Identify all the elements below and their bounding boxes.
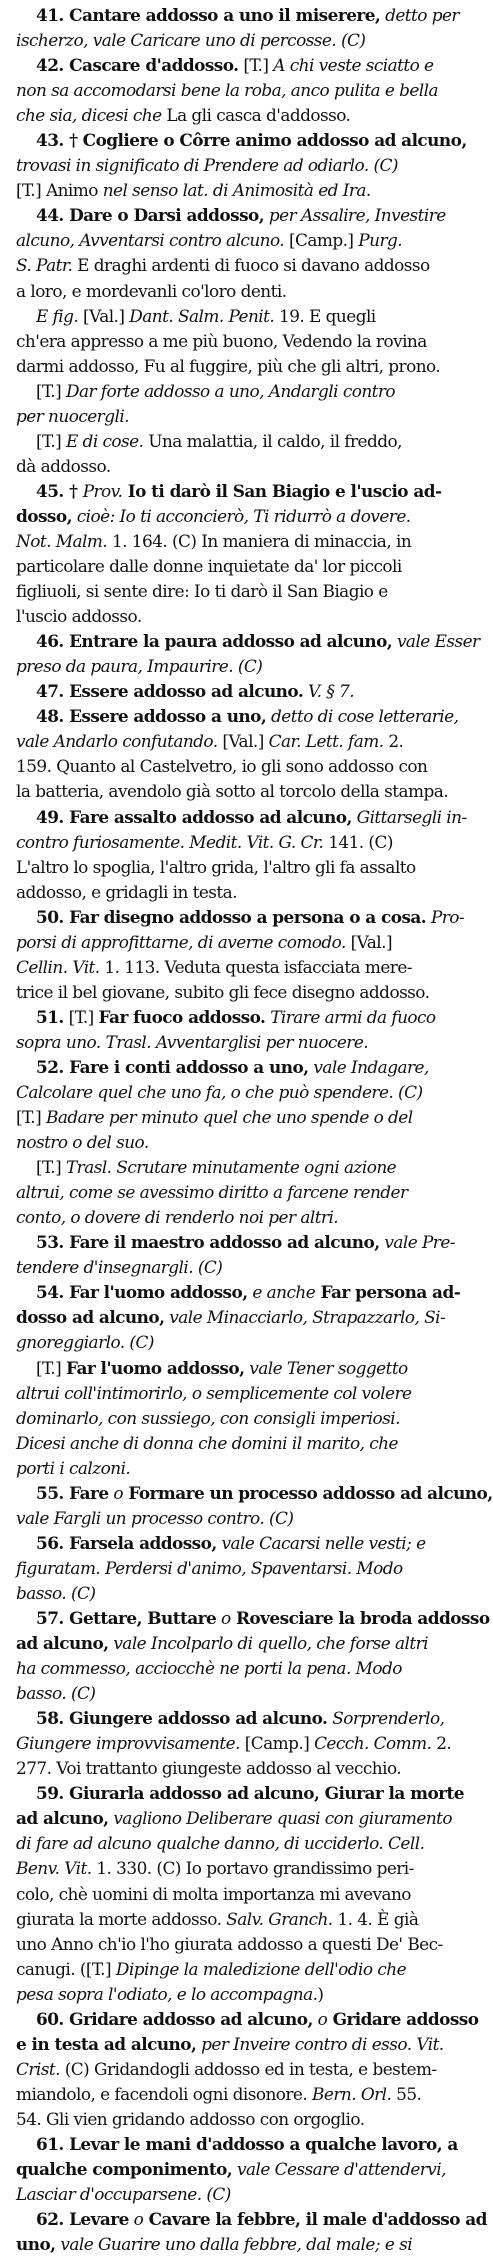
text-line xyxy=(16,554,463,579)
text-line xyxy=(16,1105,463,1130)
body-text: 159. Quanto al Castelvetro, io gli sono addosso con xyxy=(16,756,428,777)
italic-text: non sa accomodarsi bene la roba, anco pulita e bella xyxy=(16,80,439,101)
text-line xyxy=(16,329,463,354)
entry-heading-text: 55. Fare xyxy=(36,1482,109,1503)
entry-heading-text: dosso ad alcuno, xyxy=(16,1307,165,1328)
entry-heading-text: 45. † xyxy=(36,480,83,501)
italic-text: vale Cessare d'attendervi, xyxy=(232,2159,446,2180)
text-line xyxy=(16,579,463,604)
text-line xyxy=(16,1982,463,2007)
text-line xyxy=(16,2057,463,2082)
text-line xyxy=(16,1406,463,1431)
text-line xyxy=(16,880,463,905)
text-line xyxy=(16,2182,463,2207)
italic-text: Sorprenderlo, xyxy=(327,1708,445,1729)
italic-text: vale Esser xyxy=(392,631,480,652)
text-line xyxy=(16,629,480,654)
text-line xyxy=(16,1330,463,1355)
italic-text: basso. (C) xyxy=(16,1582,96,1603)
italic-text: Dar forte addosso a uno, Andargli contro xyxy=(65,380,396,401)
entry-heading-text: Rovesciare la broda addosso xyxy=(230,1608,490,1628)
text-line xyxy=(16,2207,487,2232)
text-line xyxy=(16,1731,463,1756)
text-line xyxy=(16,1155,463,1180)
italic-text: vale Andarlo confutando. xyxy=(16,731,218,752)
entry-heading-text: 56. Farsela addosso, xyxy=(36,1532,217,1553)
italic-text: che sia, dicesi che xyxy=(16,105,162,126)
body-text: 1. 4. È già xyxy=(332,1908,419,1929)
text-line xyxy=(16,454,463,479)
text-line xyxy=(16,2032,463,2057)
text-line xyxy=(16,1756,463,1781)
text-line xyxy=(16,1856,463,1881)
body-text: (C) Gridandogli addosso ed in testa, e bestem- xyxy=(59,2058,437,2079)
text-line xyxy=(16,604,463,629)
body-text: 1. 330. (C) Io portavo grandissimo peri- xyxy=(91,1858,414,1879)
text-line xyxy=(16,203,463,228)
text-line xyxy=(16,504,463,529)
body-text: La gli casca d'addosso. xyxy=(161,105,351,126)
text-line xyxy=(16,2107,463,2132)
italic-text: altrui, come se avessimo diritto a farcene render xyxy=(16,1182,408,1203)
italic-text: vale Indagare, xyxy=(308,1056,429,1077)
italic-text: di fare ad alcuno qualche danno, di ucciderlo. Cell. xyxy=(16,1833,425,1854)
text-line xyxy=(16,1581,463,1606)
body-text: E draghi ardenti di fuoco si davano addosso xyxy=(72,255,430,276)
body-text: a loro, e mordevanli co'loro denti. xyxy=(16,280,287,301)
text-line xyxy=(16,905,463,930)
italic-text: Giungere improvvisamente. xyxy=(16,1733,240,1754)
text-line xyxy=(16,2157,463,2182)
text-line xyxy=(16,2232,463,2257)
italic-text: Crist. xyxy=(16,2058,60,2079)
italic-text: vale Fargli un processo contro. (C) xyxy=(16,1507,294,1528)
body-text: miandolo, e facendoli ogni disonore. xyxy=(16,2083,313,2104)
entry-heading-text: 57. Gettare, Buttare xyxy=(36,1608,217,1628)
italic-text: tendere d'insegnargli. (C) xyxy=(16,1257,223,1278)
entry-heading-text: 60. Gridare addosso ad alcuno, xyxy=(36,2008,313,2029)
text-line xyxy=(16,153,463,178)
text-line xyxy=(16,1556,463,1581)
text-line xyxy=(16,1907,463,1932)
text-line xyxy=(16,1706,463,1731)
italic-text: per nuocergli. xyxy=(16,405,129,426)
italic-text: Dicesi anche di donna che domini il marito, che xyxy=(16,1432,398,1453)
text-line xyxy=(16,1205,463,1230)
text-line xyxy=(16,379,463,404)
body-text: uno Anno ch'io l'ho giurata addosso a questi De' Bec- xyxy=(16,1933,443,1954)
entry-heading-text: 43. † Cogliere o Côrre animo addosso ad alcuno, xyxy=(36,130,467,151)
text-line xyxy=(16,1055,463,1080)
body-text: [Camp.] xyxy=(239,1733,315,1754)
italic-text: ha commesso, acciocchè ne porti la pena. Modo xyxy=(16,1658,402,1679)
body-text: particolare dalle donne inquietate da' lor piccoli xyxy=(16,556,402,577)
entry-heading-text: e in testa ad alcuno, xyxy=(16,2033,197,2054)
entry-heading-text: ad alcuno, xyxy=(16,1808,109,1829)
text-line xyxy=(16,1681,463,1706)
text-line xyxy=(16,1882,463,1907)
text-line xyxy=(16,1005,463,1030)
italic-text: Dipinge la maledizione dell'odio che xyxy=(115,1958,407,1979)
entry-heading-text: Cavare la febbre, il male d'addosso ad xyxy=(143,2209,487,2230)
text-line xyxy=(16,1230,463,1255)
text-line xyxy=(16,1381,463,1406)
italic-text: Dant. Salm. Penit. xyxy=(129,305,275,326)
italic-text: e anche xyxy=(247,1282,316,1303)
body-text: [T.] xyxy=(63,1006,99,1027)
entry-heading-text: Formare un processo addosso ad alcuno, xyxy=(122,1482,493,1503)
italic-text: detto di cose letterarie, xyxy=(266,706,459,727)
text-line xyxy=(16,1080,463,1105)
italic-text: alcuno, Avventarsi contro alcuno. xyxy=(16,230,285,251)
body-text: [Val.] xyxy=(345,931,393,952)
body-text: 2. xyxy=(431,1733,452,1754)
italic-text: Cecch. Comm. xyxy=(314,1733,432,1754)
body-text: addosso, e gridagli in testa. xyxy=(16,881,238,902)
text-line xyxy=(16,53,463,78)
text-line xyxy=(16,805,467,830)
body-text: 277. Voi trattanto giungeste addosso al vecchio. xyxy=(16,1758,402,1779)
body-text: L'altro lo spoglia, l'altro grida, l'altro gli fa assalto xyxy=(16,856,416,877)
body-text: trice il bel giovane, subito gli fece disegno addosso. xyxy=(16,981,430,1002)
text-line xyxy=(16,404,463,429)
text-line xyxy=(16,28,463,53)
italic-text: Purg. xyxy=(358,230,403,251)
italic-text: altrui coll'intimorirlo, o semplicemente col volere xyxy=(16,1382,412,1403)
text-line xyxy=(16,704,463,729)
text-line xyxy=(16,78,463,103)
italic-text: E di cose. xyxy=(65,430,144,451)
text-line xyxy=(16,955,463,980)
italic-text: preso da paura, Impaurire. (C) xyxy=(16,656,263,677)
body-text: 19. E quegli xyxy=(274,305,376,326)
text-line xyxy=(16,529,463,554)
italic-text: pesa sopra l'odiato, e lo accompagna. xyxy=(16,1983,318,2004)
body-text: giurata la morte addosso. xyxy=(16,1908,227,1929)
italic-text: Bern. Orl. xyxy=(312,2083,392,2104)
text-line xyxy=(16,1030,463,1055)
text-line xyxy=(16,103,463,128)
italic-text: vale Guarire uno dalla febbre, dal male; e si xyxy=(55,2234,413,2255)
body-text: 141. (C) xyxy=(323,831,393,852)
text-line xyxy=(16,279,463,304)
text-line xyxy=(16,1431,463,1456)
body-text: 2. xyxy=(383,731,404,752)
italic-text: A chi veste sciatto e xyxy=(273,55,434,76)
italic-text: figuratam. Perdersi d'animo, Spaventarsi. Modo xyxy=(16,1557,403,1578)
text-line xyxy=(16,253,463,278)
text-line xyxy=(16,1180,463,1205)
italic-text: vale Minacciarlo, Strapazzarlo, Si- xyxy=(164,1307,446,1328)
body-text: 1. 164. (C) In maniera di minaccia, in xyxy=(107,530,412,551)
entry-heading-text: 53. Fare il maestro addosso ad alcuno, xyxy=(36,1232,380,1253)
body-text: [T.] xyxy=(16,1107,46,1128)
entry-heading-text: 51. xyxy=(36,1006,64,1027)
text-line xyxy=(16,2007,479,2032)
italic-text: per Assalire, Investire xyxy=(264,205,446,226)
text-line xyxy=(16,779,463,804)
entry-heading-text: Io ti darò il San Biagio e l'uscio ad- xyxy=(122,480,442,501)
text-line xyxy=(16,429,463,454)
italic-text: Gittarsegli in- xyxy=(351,806,467,827)
text-line xyxy=(16,1255,463,1280)
body-text: [T.] xyxy=(36,1157,66,1178)
text-line xyxy=(16,1781,463,1806)
italic-text: vagliono Deliberare quasi con giuramento xyxy=(108,1808,453,1829)
text-line xyxy=(16,1481,493,1506)
italic-text: gnoreggiarlo. (C) xyxy=(16,1332,154,1353)
text-line xyxy=(16,1831,463,1856)
italic-text: conto, o dovere di renderlo noi per altri. xyxy=(16,1207,339,1228)
body-text: colo, chè uomini di molta importanza mi avevano xyxy=(16,1883,411,1904)
italic-text: contro furiosamente. Medit. Vit. G. Cr. xyxy=(16,831,324,852)
entry-heading-text: qualche componimento, xyxy=(16,2159,233,2180)
body-text: darmi addosso, Fu al fuggire, più che gli altri, prono. xyxy=(16,355,441,376)
italic-text: Badare per minuto quel che uno spende o del xyxy=(45,1107,413,1128)
text-line xyxy=(16,1356,463,1381)
text-line xyxy=(16,1932,463,1957)
body-text: ch'era appresso a me più buono, Vedendo la rovina xyxy=(16,330,427,351)
italic-text: Pro- xyxy=(426,906,465,927)
text-line xyxy=(16,1456,463,1481)
text-line xyxy=(16,1130,463,1155)
italic-text: dominarlo, con sussiego, con consigli imperiosi. xyxy=(16,1407,400,1428)
text-line xyxy=(16,729,463,754)
text-line xyxy=(16,1305,463,1330)
entry-heading-text: 59. Giurarla addosso ad alcuno, Giurar la morte xyxy=(36,1783,464,1804)
entry-heading-text: 42. Cascare d'addosso. xyxy=(36,55,239,76)
body-text: [Val.] xyxy=(78,305,130,326)
italic-text: Trasl. Scrutare minutamente ogni azione xyxy=(65,1157,397,1178)
italic-text: sopra uno. Trasl. Avventarglisi per nuocere. xyxy=(16,1031,369,1052)
italic-text: basso. (C) xyxy=(16,1683,96,1704)
italic-text: o xyxy=(216,1608,231,1628)
text-line xyxy=(16,679,463,704)
entry-heading-text: Far fuoco addosso. xyxy=(98,1006,266,1027)
entry-heading-text: 46. Entrare la paura addosso ad alcuno, xyxy=(36,631,393,652)
text-line xyxy=(16,304,463,329)
entry-heading-text: ad alcuno, xyxy=(16,1633,109,1654)
body-text: [T.] xyxy=(36,380,66,401)
text-line xyxy=(16,1280,463,1305)
entry-heading-text: uno, xyxy=(16,2234,56,2255)
body-text: l'uscio addosso. xyxy=(16,606,142,627)
body-text: 1. 113. Veduta questa isfacciata mere- xyxy=(99,956,412,977)
body-text: ) xyxy=(317,1983,324,2004)
italic-text: vale Tener soggetto xyxy=(244,1357,408,1378)
entry-heading-text: 54. Far l'uomo addosso, xyxy=(36,1282,248,1303)
italic-text: nostro o del suo. xyxy=(16,1132,149,1153)
text-line xyxy=(16,855,463,880)
text-line xyxy=(16,1631,463,1656)
entry-heading-text: 41. Cantare addosso a uno il miserere, xyxy=(36,5,381,25)
entry-heading-text: 50. Far disegno addosso a persona o a cosa. xyxy=(36,906,427,927)
text-line xyxy=(16,1606,490,1631)
entry-heading-text: 47. Essere addosso ad alcuno. xyxy=(36,681,304,702)
text-line xyxy=(16,1806,463,1831)
italic-text: Calcolare quel che uno fa, o che può spendere. (C) xyxy=(16,1082,423,1103)
body-text: 55. xyxy=(391,2083,422,2104)
body-text: [T.] xyxy=(36,430,66,451)
text-line xyxy=(16,1656,463,1681)
text-line xyxy=(16,228,463,253)
entry-heading-text: 48. Essere addosso a uno, xyxy=(36,706,267,727)
italic-text: S. Patr. xyxy=(16,255,73,276)
entry-heading-text: 58. Giungere addosso ad alcuno. xyxy=(36,1708,328,1729)
italic-text: Lasciar d'occuparsene. (C) xyxy=(16,2184,231,2205)
text-line xyxy=(16,178,463,203)
italic-text: Not. Malm. xyxy=(16,530,108,551)
text-line xyxy=(16,1531,463,1556)
entry-heading-text: dosso, xyxy=(16,505,72,526)
body-text: la batteria, avendolo già sotto al torcolo della stampa. xyxy=(16,781,449,802)
text-line xyxy=(16,354,463,379)
text-line xyxy=(16,754,463,779)
italic-text: Tirare armi da fuoco xyxy=(265,1006,436,1027)
entry-heading-text: 49. Fare assalto addosso ad alcuno, xyxy=(36,806,352,827)
text-line xyxy=(16,1506,463,1531)
italic-text: Car. Lett. fam. xyxy=(268,731,384,752)
entry-heading-text: Gridare addosso xyxy=(327,2008,479,2029)
entry-heading-text: 52. Fare i conti addosso a uno, xyxy=(36,1056,309,1077)
entry-heading-text: 62. Levare xyxy=(36,2209,129,2230)
italic-text: ischerzo, vale Caricare uno di percosse. (C) xyxy=(16,30,366,51)
entry-heading-text: Far persona ad- xyxy=(315,1282,461,1303)
body-text: figliuoli, si sente dire: Io ti darò il San Biagio e xyxy=(16,581,388,602)
text-line xyxy=(16,2082,463,2107)
italic-text: porti i calzoni. xyxy=(16,1457,131,1478)
italic-text: trovasi in significato di Prendere ad odiarlo. (C) xyxy=(16,155,398,176)
italic-text: V. § 7. xyxy=(303,681,355,702)
italic-text: Prov. xyxy=(82,480,123,501)
text-line xyxy=(16,2132,463,2157)
body-text: Una malattia, il caldo, il freddo, xyxy=(143,430,402,451)
entry-heading-text: 44. Dare o Darsi addosso, xyxy=(36,205,265,226)
italic-text: o xyxy=(312,2008,328,2029)
body-text: [Camp.] xyxy=(284,230,359,251)
italic-text: E fig. xyxy=(36,305,79,326)
italic-text: cioè: Io ti acconcierò, Ti ridurrò a dovere. xyxy=(71,505,411,526)
text-line xyxy=(16,930,463,955)
text-line xyxy=(16,654,463,679)
body-text: 54. Gli vien gridando addosso con orgoglio. xyxy=(16,2108,365,2129)
text-line xyxy=(16,128,467,153)
text-line xyxy=(16,479,463,504)
italic-text: detto per xyxy=(380,5,459,25)
body-text: [T.] xyxy=(36,1357,66,1378)
italic-text: o xyxy=(128,2209,144,2230)
italic-text: vale Incolparlo di quello, che forse altri xyxy=(108,1633,429,1654)
italic-text: vale Pre- xyxy=(379,1232,455,1253)
italic-text: nel senso lat. di Animosità ed Ira. xyxy=(102,180,371,201)
text-line xyxy=(16,1957,463,1982)
italic-text: o xyxy=(108,1482,123,1503)
text-line xyxy=(16,830,463,855)
italic-text: porsi di approfittarne, di averne comodo. xyxy=(16,931,346,952)
entry-heading-text: 61. Levar le mani d'addosso a qualche lavoro, a xyxy=(36,2133,458,2154)
text-line xyxy=(16,3,463,28)
body-text: [T.] xyxy=(238,55,274,76)
body-text: canugi. ([T.] xyxy=(16,1958,116,1979)
italic-text: Salv. Granch. xyxy=(226,1908,333,1929)
text-line xyxy=(16,980,463,1005)
body-text: [T.] Animo xyxy=(16,180,103,201)
entry-heading-text: Far l'uomo addosso, xyxy=(65,1357,245,1378)
body-text: [Val.] xyxy=(217,731,269,752)
italic-text: per Inveire contro di esso. Vit. xyxy=(196,2033,444,2054)
body-text: dà addosso. xyxy=(16,455,111,476)
italic-text: Benv. Vit. xyxy=(16,1858,92,1879)
italic-text: Cellin. Vit. xyxy=(16,956,100,977)
italic-text: vale Cacarsi nelle vesti; e xyxy=(216,1532,426,1553)
